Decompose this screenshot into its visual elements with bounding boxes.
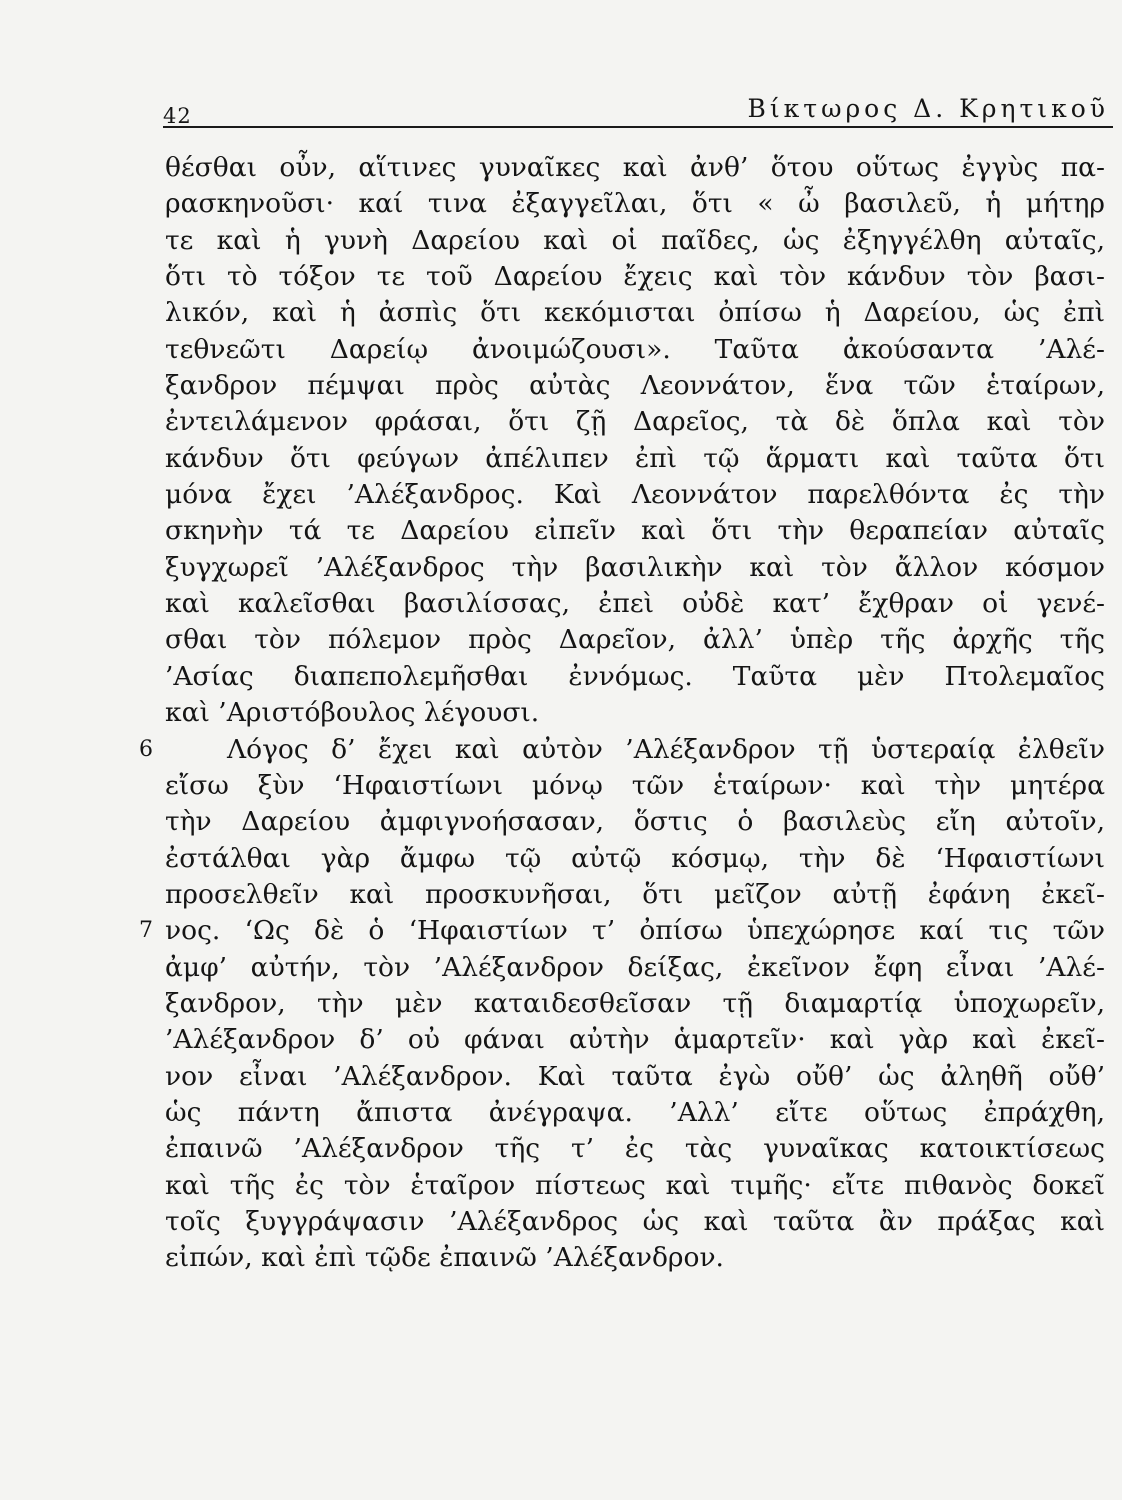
- text-line: προσελθεῖν καὶ προσκυνῆσαι, ὅτι μεῖζον αὐτῇ ἐφάνη ἐκεῖ-: [165, 878, 1105, 910]
- text-line: ξανδρον, τὴν μὲν καταιδεσθεῖσαν τῇ διαμαρτίᾳ ὑποχωρεῖν,: [165, 987, 1105, 1019]
- body-text: [139, 150, 1105, 1277]
- text-line: τεθνεῶτι Δαρείῳ ἀνοιμώζουσι». Ταῦτα ἀκούσαντα ’Αλέ-: [165, 333, 1105, 365]
- text-line: ἐστάλθαι γὰρ ἄμφω τῷ αὐτῷ κόσμῳ, τὴν δὲ ‘Ηφαιστίωνι: [165, 842, 1105, 874]
- page-number: 42: [163, 104, 192, 128]
- text-line: ἀμφ’ αὐτήν, τὸν ’Αλέξανδρον δείξας, ἐκεῖνον ἔφη εἶναι ’Αλέ-: [165, 951, 1105, 983]
- text-line: τὴν Δαρείου ἀμφιγνοήσασαν, ὅστις ὁ βασιλεὺς εἴη αὐτοῖν,: [165, 806, 1105, 838]
- text-line: ξυγχωρεῖ ’Αλέξανδρος τὴν βασιλικὴν καὶ τὸν ἄλλον κόσμον: [165, 551, 1105, 583]
- text-line: τοῖς ξυγγράψασιν ’Αλέξανδρος ὡς καὶ ταῦτα ἂν πράξας καὶ: [165, 1205, 1105, 1237]
- text-line: θέσθαι οὖν, αἵτινες γυναῖκες καὶ ἀνθ’ ὅτου οὕτως ἐγγὺς πα-: [165, 152, 1105, 183]
- text-line: τε καὶ ἡ γυνὴ Δαρείου καὶ οἱ παῖδες, ὡς ἐξηγγέλθη αὐταῖς,: [165, 224, 1105, 256]
- section-number-7: 7: [139, 918, 153, 944]
- text-line: ὅτι τὸ τόξον τε τοῦ Δαρείου ἔχεις καὶ τὸν κάνδυν τὸν βασι-: [165, 261, 1105, 293]
- text-line: εἰπών, καὶ ἐπὶ τῷδε ἐπαινῶ ’Αλέξανδρον.: [165, 1242, 724, 1274]
- text-line-section-6: [139, 732, 1105, 768]
- text-line: ’Αλέξανδρον δ’ οὐ φάναι αὐτὴν ἁμαρτεῖν· καὶ γὰρ καὶ ἐκεῖ-: [165, 1024, 1105, 1056]
- text-line: ὡς πάντη ἄπιστα ἀνέγραψα. ’Αλλ’ εἴτε οὕτως ἐπράχθη,: [165, 1096, 1105, 1128]
- text-line: ’Ασίας διαπεπολεμῆσθαι ἐννόμως. Ταῦτα μὲν Πτολεμαῖος: [165, 660, 1105, 692]
- text-line: εἴσω ξὺν ‘Ηφαιστίωνι μόνῳ τῶν ἑταίρων· καὶ τὴν μητέρα: [165, 769, 1105, 801]
- text-line: σκηνὴν τά τε Δαρείου εἰπεῖν καὶ ὅτι τὴν θεραπείαν αὐταῖς: [165, 515, 1105, 547]
- text-line: καὶ ’Αριστόβουλος λέγουσι.: [165, 697, 540, 729]
- text-line: ἐντειλάμενον φράσαι, ὅτι ζῇ Δαρεῖος, τὰ δὲ ὅπλα καὶ τὸν: [165, 406, 1105, 438]
- running-head: Βίκτωρος Δ. Κρητικοῦ: [747, 94, 1109, 123]
- section-number-6: 6: [139, 736, 153, 762]
- text-line: κάνδυν ὅτι φεύγων ἀπέλιπεν ἐπὶ τῷ ἅρματι καὶ ταῦτα ὅτι: [165, 442, 1105, 474]
- text-line: ξανδρον πέμψαι πρὸς αὐτὰς Λεοννάτον, ἕνα τῶν ἑταίρων,: [165, 370, 1105, 402]
- text-line: καὶ καλεῖσθαι βασιλίσσας, ἐπεὶ οὐδὲ κατ’ ἔχθραν οἱ γενέ-: [165, 588, 1105, 620]
- text-line: ρασκηνοῦσι· καί τινα ἐξαγγεῖλαι, ὅτι « ὦ βασιλεῦ, ἡ μήτηρ: [165, 188, 1105, 220]
- text-line: μόνα ἔχει ’Αλέξανδρος. Καὶ Λεοννάτον παρελθόντα ἐς τὴν: [165, 479, 1105, 511]
- text-line-content: νος. ‘Ως δὲ ὁ ‘Ηφαιστίων τ’ ὀπίσω ὑπεχώρησε καί τις τῶν: [165, 915, 1105, 947]
- text-line: λικόν, καὶ ἡ ἀσπὶς ὅτι κεκόμισται ὀπίσω ἡ Δαρείου, ὡς ἐπὶ: [165, 297, 1105, 329]
- text-line-content: Λόγος δ’ ἔχει καὶ αὐτὸν ’Αλέξανδρον τῇ ὑστεραίᾳ ἐλθεῖν: [227, 733, 1105, 765]
- text-line: νον εἶναι ’Αλέξανδρον. Καὶ ταῦτα ἐγὼ οὔθ’ ὡς ἀληθῆ οὔθ’: [165, 1060, 1105, 1092]
- page-header: [163, 88, 1115, 126]
- text-line: ἐπαινῶ ’Αλέξανδρον τῆς τ’ ἐς τὰς γυναῖκας κατοικτίσεως: [165, 1133, 1105, 1165]
- text-line: καὶ τῆς ἐς τὸν ἑταῖρον πίστεως καὶ τιμῆς· εἴτε πιθανὸς δοκεῖ: [165, 1169, 1105, 1201]
- text-line: σθαι τὸν πόλεμον πρὸς Δαρεῖον, ἀλλ’ ὑπὲρ τῆς ἀρχῆς τῆς: [165, 624, 1105, 656]
- text-line-section-7: [139, 913, 1105, 949]
- header-rule: [163, 126, 1113, 128]
